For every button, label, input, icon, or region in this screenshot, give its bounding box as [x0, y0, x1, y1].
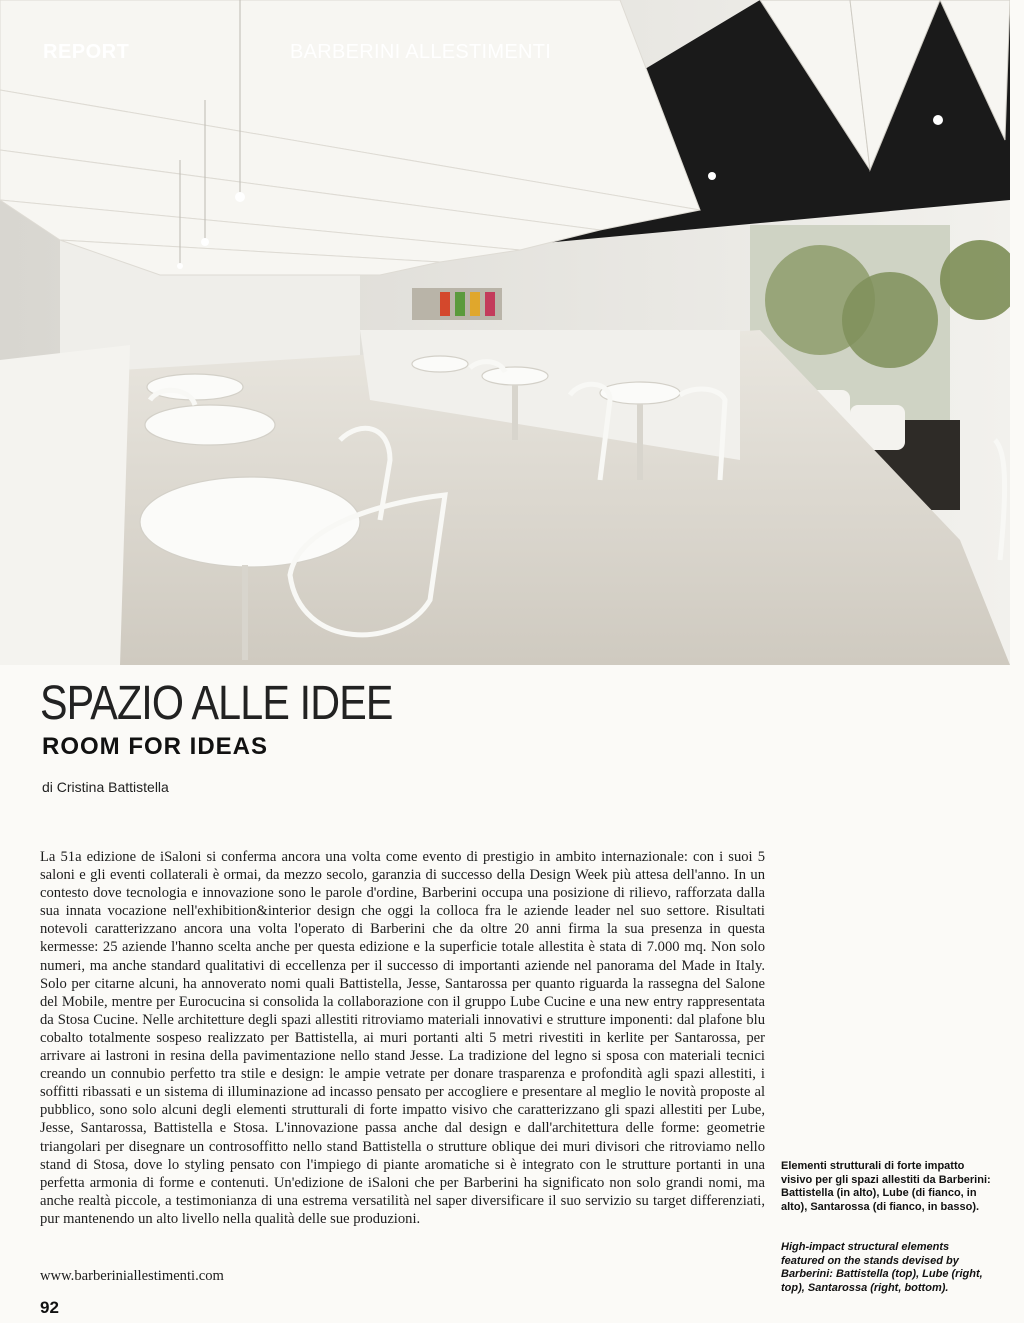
page-number: 92: [40, 1298, 59, 1317]
hero-photo: [0, 0, 1010, 665]
caption-english: High-impact structural elements featured on the stands devised by Barberini: Battistella (top), Lube (right, top), Santarossa (right, bottom).: [781, 1241, 983, 1294]
caption-italian: Elementi strutturali di forte impatto visivo per gli spazi allestiti da Barberini: Battistella (in alto), Lube (di fianco, in alto), Santarossa (di fianco, in basso).: [781, 1160, 991, 1213]
article-subtitle: ROOM FOR IDEAS: [42, 733, 269, 760]
kicker-label: REPORT: [43, 41, 130, 63]
stand-interior-illustration: [0, 0, 1010, 665]
article-title: SPAZIO ALLE IDEE: [40, 677, 393, 730]
section-title: BARBERINI ALLESTIMENTI: [290, 41, 552, 63]
article-body: La 51a edizione de iSaloni si conferma ancora una volta come evento di prestigio in ambito internazionale: con i suoi 5 saloni e gli eventi collaterali è ormai, da mezzo secolo, garanzia di successo della Design Week più attesa dell'anno. In un contesto dove tecnologia e innovazione sono le parole d'ordine, Barberini occupa una posizione di rilievo, rafforzata dalla sua innata vocazione nell'exhibition&interior design che oggi la colloca fra le aziende leader nel suo settore. Risultati notevoli caratterizzano ancora una volta l'operato di Barberini che da oltre 20 anni firma la sua presenza in questa kermesse: 25 aziende l'hanno scelta anche per questa edizione e la superficie totale allestita è stata di 7.000 mq. Non solo numeri, ma anche standard qualitativi di eccellenza per il successo di importanti aziende nel panorama del Made in Italy. Solo per citarne alcuni, ha annoverato nomi quali Battistella, Jesse, Santarossa per quanto riguarda la rassegna del Salone del Mobile, mentre per Eurocucina si consolida la collaborazione con il gruppo Lube Cucine e una new entry rappresentata da Stosa Cucine. Nelle architetture degli spazi allestiti ritroviamo materiali innovativi e strutture imponenti: dal plafone blu cobalto totalmente sospeso realizzato per Battistella, ai muri portanti alti 5 metri rivestiti in kerlite per Santarossa, per arrivare ai lastroni in resina della pavimentazione nello stand Jesse. La tradizione del legno si sposa con materiali tecnici creando un connubio perfetto tra stile e design: le ampie vetrate per donare trasparenza e profondità agli spazi allestiti, i soffitti ribassati e un sistema di illuminazione ad incasso pensato per accogliere e presentare al meglio le novità proposte al pubblico, sono solo alcuni degli elementi strutturali di forte impatto visivo che caratterizzano gli spazi allestiti per Lube, Jesse, Santarossa, Battistella e Stosa. L'innovazione passa anche dal design e dall'architettura delle forme: geometrie triangolari per disegnare un controsoffitto nello stand Battistella o strutture oblique dei muri divisori che ritroviamo nello stand di Stosa, dove lo styling pensato con l'impiego di piante aromatiche si è integrato con le strutture portanti in una perfetta armonia di forme e contenuti. Un'edizione de iSaloni che per Barberini ha significato non solo grandi nomi, ma anche realtà piccole, a testimonianza di una estrema versatilità nel saper diversificare il suo servizio su target differenziati, pur mantenendo un alto livello nella qualità delle sue produzioni.: [40, 849, 765, 1227]
website-url: www.barberiniallestimenti.com: [40, 1268, 224, 1284]
byline: di Cristina Battistella: [42, 779, 169, 795]
